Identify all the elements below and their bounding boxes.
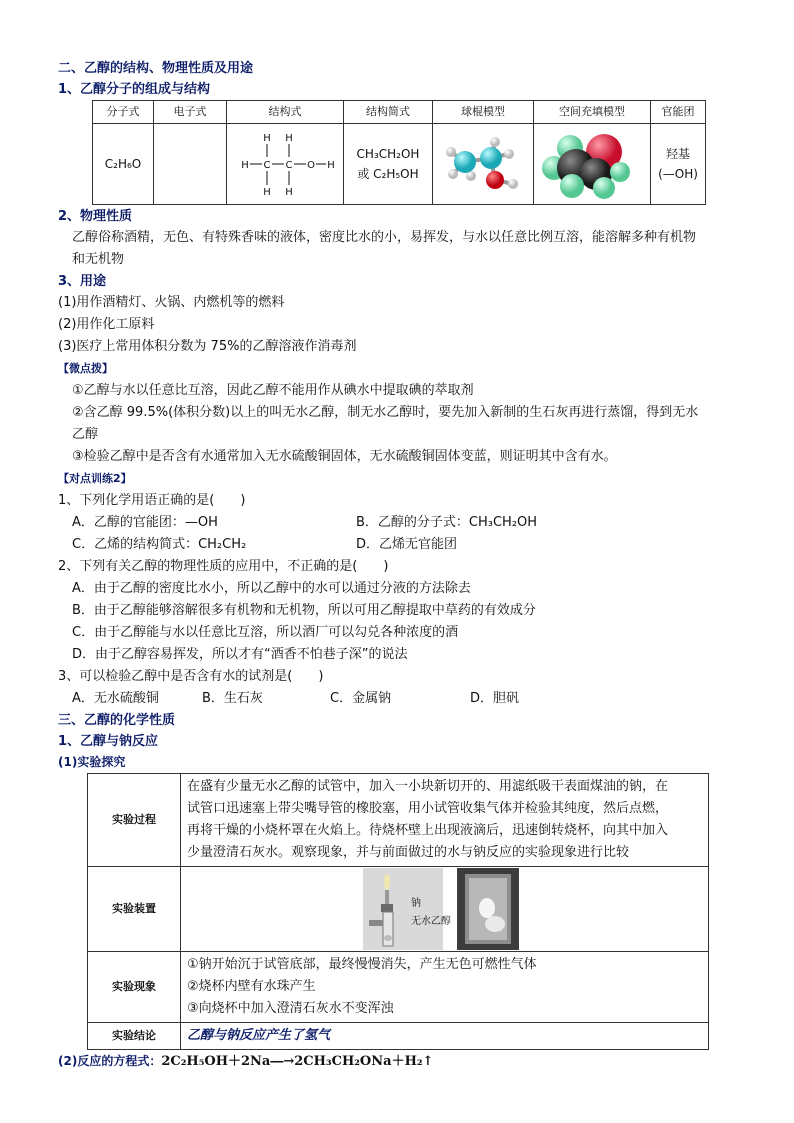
header-space-filling: 空间充填模型 (534, 101, 651, 124)
header-ball-stick: 球棍模型 (433, 101, 534, 124)
subsection-physical: 2、物理性质 (58, 209, 133, 224)
structure-table (92, 100, 706, 205)
cell-conclusion: 乙醇与钠反应产生了氢气 (181, 1023, 709, 1050)
label-process: 实验过程 (88, 774, 181, 867)
observation-1: ①钠开始沉于试管底部，最终慢慢消失，产生无色可燃性气体 (187, 957, 537, 972)
functional-group-formula: (—OH) (658, 167, 698, 181)
label-sodium: 钠 (411, 898, 421, 909)
svg-text:H: H (327, 160, 335, 171)
cell-functional-group (651, 124, 706, 205)
q1-option-c: C．乙烯的结构简式：CH₂CH₂ (72, 537, 247, 552)
tip-2-cont: 乙醇 (72, 427, 99, 442)
test-tube-photo (363, 868, 443, 950)
q1-options-row1 (58, 512, 738, 534)
structural-formula-diagram (231, 129, 339, 199)
svg-text:H: H (285, 187, 293, 198)
q2-option-b: B．由于乙醇能够溶解很多有机物和无机物，所以可用乙醇提取中草药的有效成分 (72, 603, 536, 618)
label-conclusion: 实验结论 (88, 1023, 181, 1050)
q2-option-a: A．由于乙醇的密度比水小，所以乙醇中的水可以通过分液的方法除去 (72, 581, 471, 596)
q3-option-d: D．胆矾 (470, 691, 520, 706)
svg-text:H: H (263, 133, 271, 144)
use-item-2: (2)用作化工原料 (58, 317, 155, 332)
observation-3: ③向烧杯中加入澄清石灰水不变浑浊 (187, 1001, 394, 1016)
cell-process (181, 774, 709, 867)
device-photo-area (181, 868, 708, 950)
q1-option-d: D．乙烯无官能团 (356, 537, 458, 552)
equation-label: (2)反应的方程式： (58, 1054, 162, 1068)
svg-text:H: H (263, 187, 271, 198)
tips-tag: 【微点拨】 (58, 362, 113, 375)
physical-text-1: 乙醇俗称酒精，无色、有特殊香味的液体，密度比水的小，易挥发，与水以任意比例互溶，能溶解多种有机物 (72, 230, 697, 245)
tip-2: ②含乙醇 99.5%(体积分数)以上的叫无水乙醇，制无水乙醇时，要先加入新制的生石灰再进行蒸馏，得到无水 (72, 405, 699, 420)
q2-option-c: C．由于乙醇能与水以任意比互溶，所以酒厂可以勾兑各种浓度的酒 (72, 625, 459, 640)
equation-line (58, 1051, 738, 1073)
header-structural-formula: 结构式 (227, 101, 344, 124)
q1-option-b: B．乙醇的分子式：CH₃CH₂OH (356, 515, 538, 530)
process-line-2: 试管口迅速塞上带尖嘴导管的橡胶塞，用小试管收集气体并检验其纯度，然后点燃， (187, 801, 669, 816)
ball-stick-model-image (437, 128, 529, 200)
q3-option-c: C．金属钠 (330, 691, 392, 706)
cell-simple-formula (344, 124, 433, 205)
process-line-4: 少量澄清石灰水。观察现象，并与前面做过的水与钠反应的实验现象进行比较 (187, 845, 630, 860)
cell-device (181, 867, 709, 952)
simple-formula-1: CH₃CH₂OH (356, 147, 420, 161)
space-filling-model-image (542, 128, 642, 200)
beaker-photo (457, 868, 519, 950)
header-simple-formula: 结构简式 (344, 101, 433, 124)
q2-option-d: D．由于乙醇容易挥发，所以才有“酒香不怕巷子深”的说法 (72, 647, 408, 662)
cell-observation (181, 952, 709, 1023)
tip-1: ①乙醇与水以任意比互溶，因此乙醇不能用作从碘水中提取碘的萃取剂 (72, 383, 474, 398)
section-title-3: 三、乙醇的化学性质 (58, 713, 176, 728)
q3-options (58, 688, 738, 710)
page (58, 58, 738, 1073)
subsection-uses: 3、用途 (58, 274, 107, 289)
q3-option-a: A．无水硫酸铜 (72, 691, 159, 706)
svg-text:C: C (263, 160, 271, 171)
header-molecular-formula: 分子式 (93, 101, 154, 124)
label-anhydrous-ethanol: 无水乙醇 (411, 916, 451, 927)
process-line-3: 再将干燥的小烧杯罩在火焰上。待烧杯壁上出现液滴后，迅速倒转烧杯，向其中加入 (187, 823, 669, 838)
cell-space-filling (534, 124, 651, 205)
subsection-composition: 1、乙醇分子的组成与结构 (58, 82, 211, 97)
experiment-title: (1)实验探究 (58, 755, 126, 769)
practice-tag: 【对点训练2】 (58, 472, 132, 485)
svg-text:O: O (307, 160, 315, 171)
q1-options-row2 (58, 534, 738, 556)
cell-ball-stick (433, 124, 534, 205)
svg-text:H: H (285, 133, 293, 144)
use-item-1: (1)用作酒精灯、火锅、内燃机等的燃料 (58, 295, 285, 310)
q3-stem: 3、可以检验乙醇中是否含有水的试剂是( ) (58, 669, 324, 684)
use-item-3: (3)医疗上常用体积分数为 75%的乙醇溶液作消毒剂 (58, 339, 357, 354)
cell-molecular-formula: C₂H₆O (93, 124, 154, 205)
functional-group-name: 羟基 (665, 147, 690, 161)
header-electron-formula: 电子式 (154, 101, 227, 124)
simple-formula-2: 或 C₂H₅OH (357, 167, 419, 181)
svg-text:H: H (241, 160, 249, 171)
subsection-sodium-reaction: 1、乙醇与钠反应 (58, 734, 159, 749)
q1-stem: 1、下列化学用语正确的是( ) (58, 493, 246, 508)
q3-option-b: B．生石灰 (202, 691, 263, 706)
physical-text-2: 和无机物 (72, 252, 125, 267)
section-title-2: 二、乙醇的结构、物理性质及用途 (58, 61, 254, 76)
svg-text:C: C (285, 160, 293, 171)
q1-option-a: A．乙醇的官能团：—OH (72, 515, 218, 530)
label-device: 实验装置 (88, 867, 181, 952)
observation-2: ②烧杯内壁有水珠产生 (187, 979, 316, 994)
process-line-1: 在盛有少量无水乙醇的试管中，加入一小块新切开的、用滤纸吸干表面煤油的钠，在 (187, 779, 669, 794)
experiment-table (87, 773, 709, 1050)
tip-3: ③检验乙醇中是否含有水通常加入无水硫酸铜固体，无水硫酸铜固体变蓝，则证明其中含有水。 (72, 449, 617, 464)
cell-electron-formula (154, 124, 227, 205)
cell-structural-formula (227, 124, 344, 205)
q2-stem: 2、下列有关乙醇的物理性质的应用中，不正确的是( ) (58, 559, 389, 574)
label-observation: 实验现象 (88, 952, 181, 1023)
equation: 2C₂H₅OH＋2Na―→2CH₃CH₂ONa＋H₂↑ (161, 1054, 434, 1069)
header-functional-group: 官能团 (651, 101, 706, 124)
